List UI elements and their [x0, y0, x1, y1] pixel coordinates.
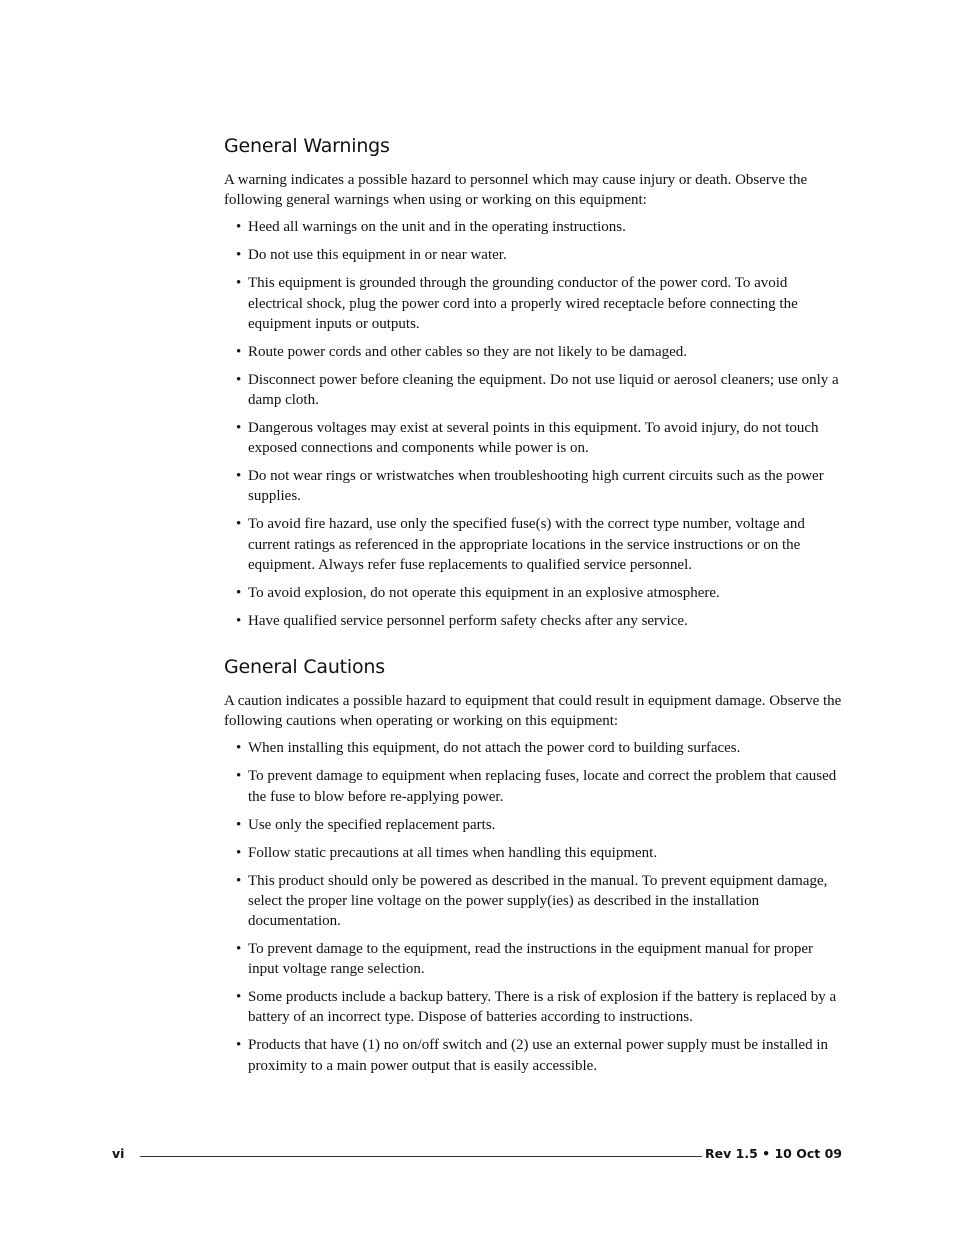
caution-text: To prevent damage to equipment when replacing fuses, locate and correct the problem that caused the fuse to blow before re-applying power. [248, 768, 837, 805]
caution-item [224, 1035, 842, 1075]
page-number: vi [112, 1146, 125, 1161]
warning-text: To avoid explosion, do not operate this equipment in an explosive atmosphere. [248, 584, 720, 601]
bullet-icon: • [236, 740, 242, 757]
warning-item [224, 245, 842, 265]
page-footer [112, 1145, 842, 1165]
general-cautions-heading: General Cautions [224, 656, 385, 679]
caution-text: To prevent damage to the equipment, read the instructions in the equipment manual for proper input voltage range selection. [248, 941, 814, 978]
warning-text: Dangerous voltages may exist at several points in this equipment. To avoid injury, do not touch exposed connections and components while power is on. [248, 420, 819, 457]
caution-item [224, 738, 842, 758]
footer-divider [140, 1156, 702, 1157]
bullet-icon: • [236, 343, 242, 360]
bullet-icon: • [236, 941, 242, 958]
bullet-icon: • [236, 420, 242, 437]
warning-item [224, 370, 842, 410]
bullet-icon: • [236, 247, 242, 264]
warning-text: Disconnect power before cleaning the equipment. Do not use liquid or aerosol cleaners; use only a damp cloth. [248, 371, 839, 409]
caution-item [224, 766, 842, 806]
bullet-icon: • [236, 872, 242, 889]
warning-item [224, 583, 842, 603]
bullet-icon: • [236, 612, 242, 629]
revision-label: Rev 1.5 • 10 Oct 09 [705, 1146, 842, 1161]
bullet-icon: • [236, 275, 242, 292]
caution-text: Use only the specified replacement parts. [248, 816, 496, 833]
warnings-intro: A warning indicates a possible hazard to personnel which may cause injury or death. Observe the following general warnings when using or working on this equipment: [224, 172, 808, 209]
warning-text: Have qualified service personnel perform safety checks after any service. [248, 612, 688, 629]
warning-item [224, 514, 842, 575]
caution-item [224, 815, 842, 835]
warnings-list [224, 217, 842, 631]
bullet-icon: • [236, 468, 242, 485]
bullet-icon: • [236, 768, 242, 785]
caution-item [224, 871, 842, 932]
bullet-icon: • [236, 516, 242, 533]
warning-item [224, 342, 842, 362]
caution-text: Some products include a backup battery. There is a risk of explosion if the battery is replaced by a battery of an incorrect type. Dispose of batteries according to instructions. [248, 989, 837, 1026]
bullet-icon: • [236, 371, 242, 388]
warning-item [224, 217, 842, 237]
warning-text: This equipment is grounded through the grounding conductor of the power cord. To avoid electrical shock, plug the power cord into a properly wired receptacle before connecting the equipment inputs or outputs. [248, 275, 798, 332]
cautions-intro: A caution indicates a possible hazard to equipment that could result in equipment damage. Observe the following cautions when operating or working on this equipment: [224, 693, 842, 730]
caution-text: When installing this equipment, do not attach the power cord to building surfaces. [248, 740, 741, 757]
bullet-icon: • [236, 844, 242, 861]
caution-item [224, 939, 842, 979]
caution-text: Products that have (1) no on/off switch and (2) use an external power supply must be installed in proximity to a main power output that is easily accessible. [248, 1037, 829, 1074]
general-warnings-heading: General Warnings [224, 135, 390, 157]
bullet-icon: • [236, 219, 242, 236]
page-content [224, 132, 842, 1084]
cautions-list [224, 738, 842, 1075]
bullet-icon: • [236, 816, 242, 833]
caution-item [224, 987, 842, 1027]
bullet-icon: • [236, 584, 242, 601]
warning-text: Heed all warnings on the unit and in the operating instructions. [248, 219, 626, 236]
warning-text: Do not wear rings or wristwatches when troubleshooting high current circuits such as the power supplies. [248, 468, 824, 505]
warning-item [224, 466, 842, 506]
bullet-icon: • [236, 1037, 242, 1054]
caution-item [224, 843, 842, 863]
warning-item [224, 273, 842, 334]
bullet-icon: • [236, 989, 242, 1006]
caution-text: This product should only be powered as described in the manual. To prevent equipment damage, select the proper line voltage on the power supply(ies) as described in the installation documentation. [248, 872, 828, 930]
warning-item [224, 418, 842, 458]
warning-text: Route power cords and other cables so they are not likely to be damaged. [248, 343, 688, 360]
warning-item [224, 611, 842, 631]
warning-text: Do not use this equipment in or near water. [248, 247, 507, 264]
warning-text: To avoid fire hazard, use only the specified fuse(s) with the correct type number, voltage and current ratings as referenced in the appropriate locations in the service instructions or on the equipment. Always refer fuse replacements to qualified service personnel. [248, 516, 805, 573]
caution-text: Follow static precautions at all times when handling this equipment. [248, 844, 658, 861]
